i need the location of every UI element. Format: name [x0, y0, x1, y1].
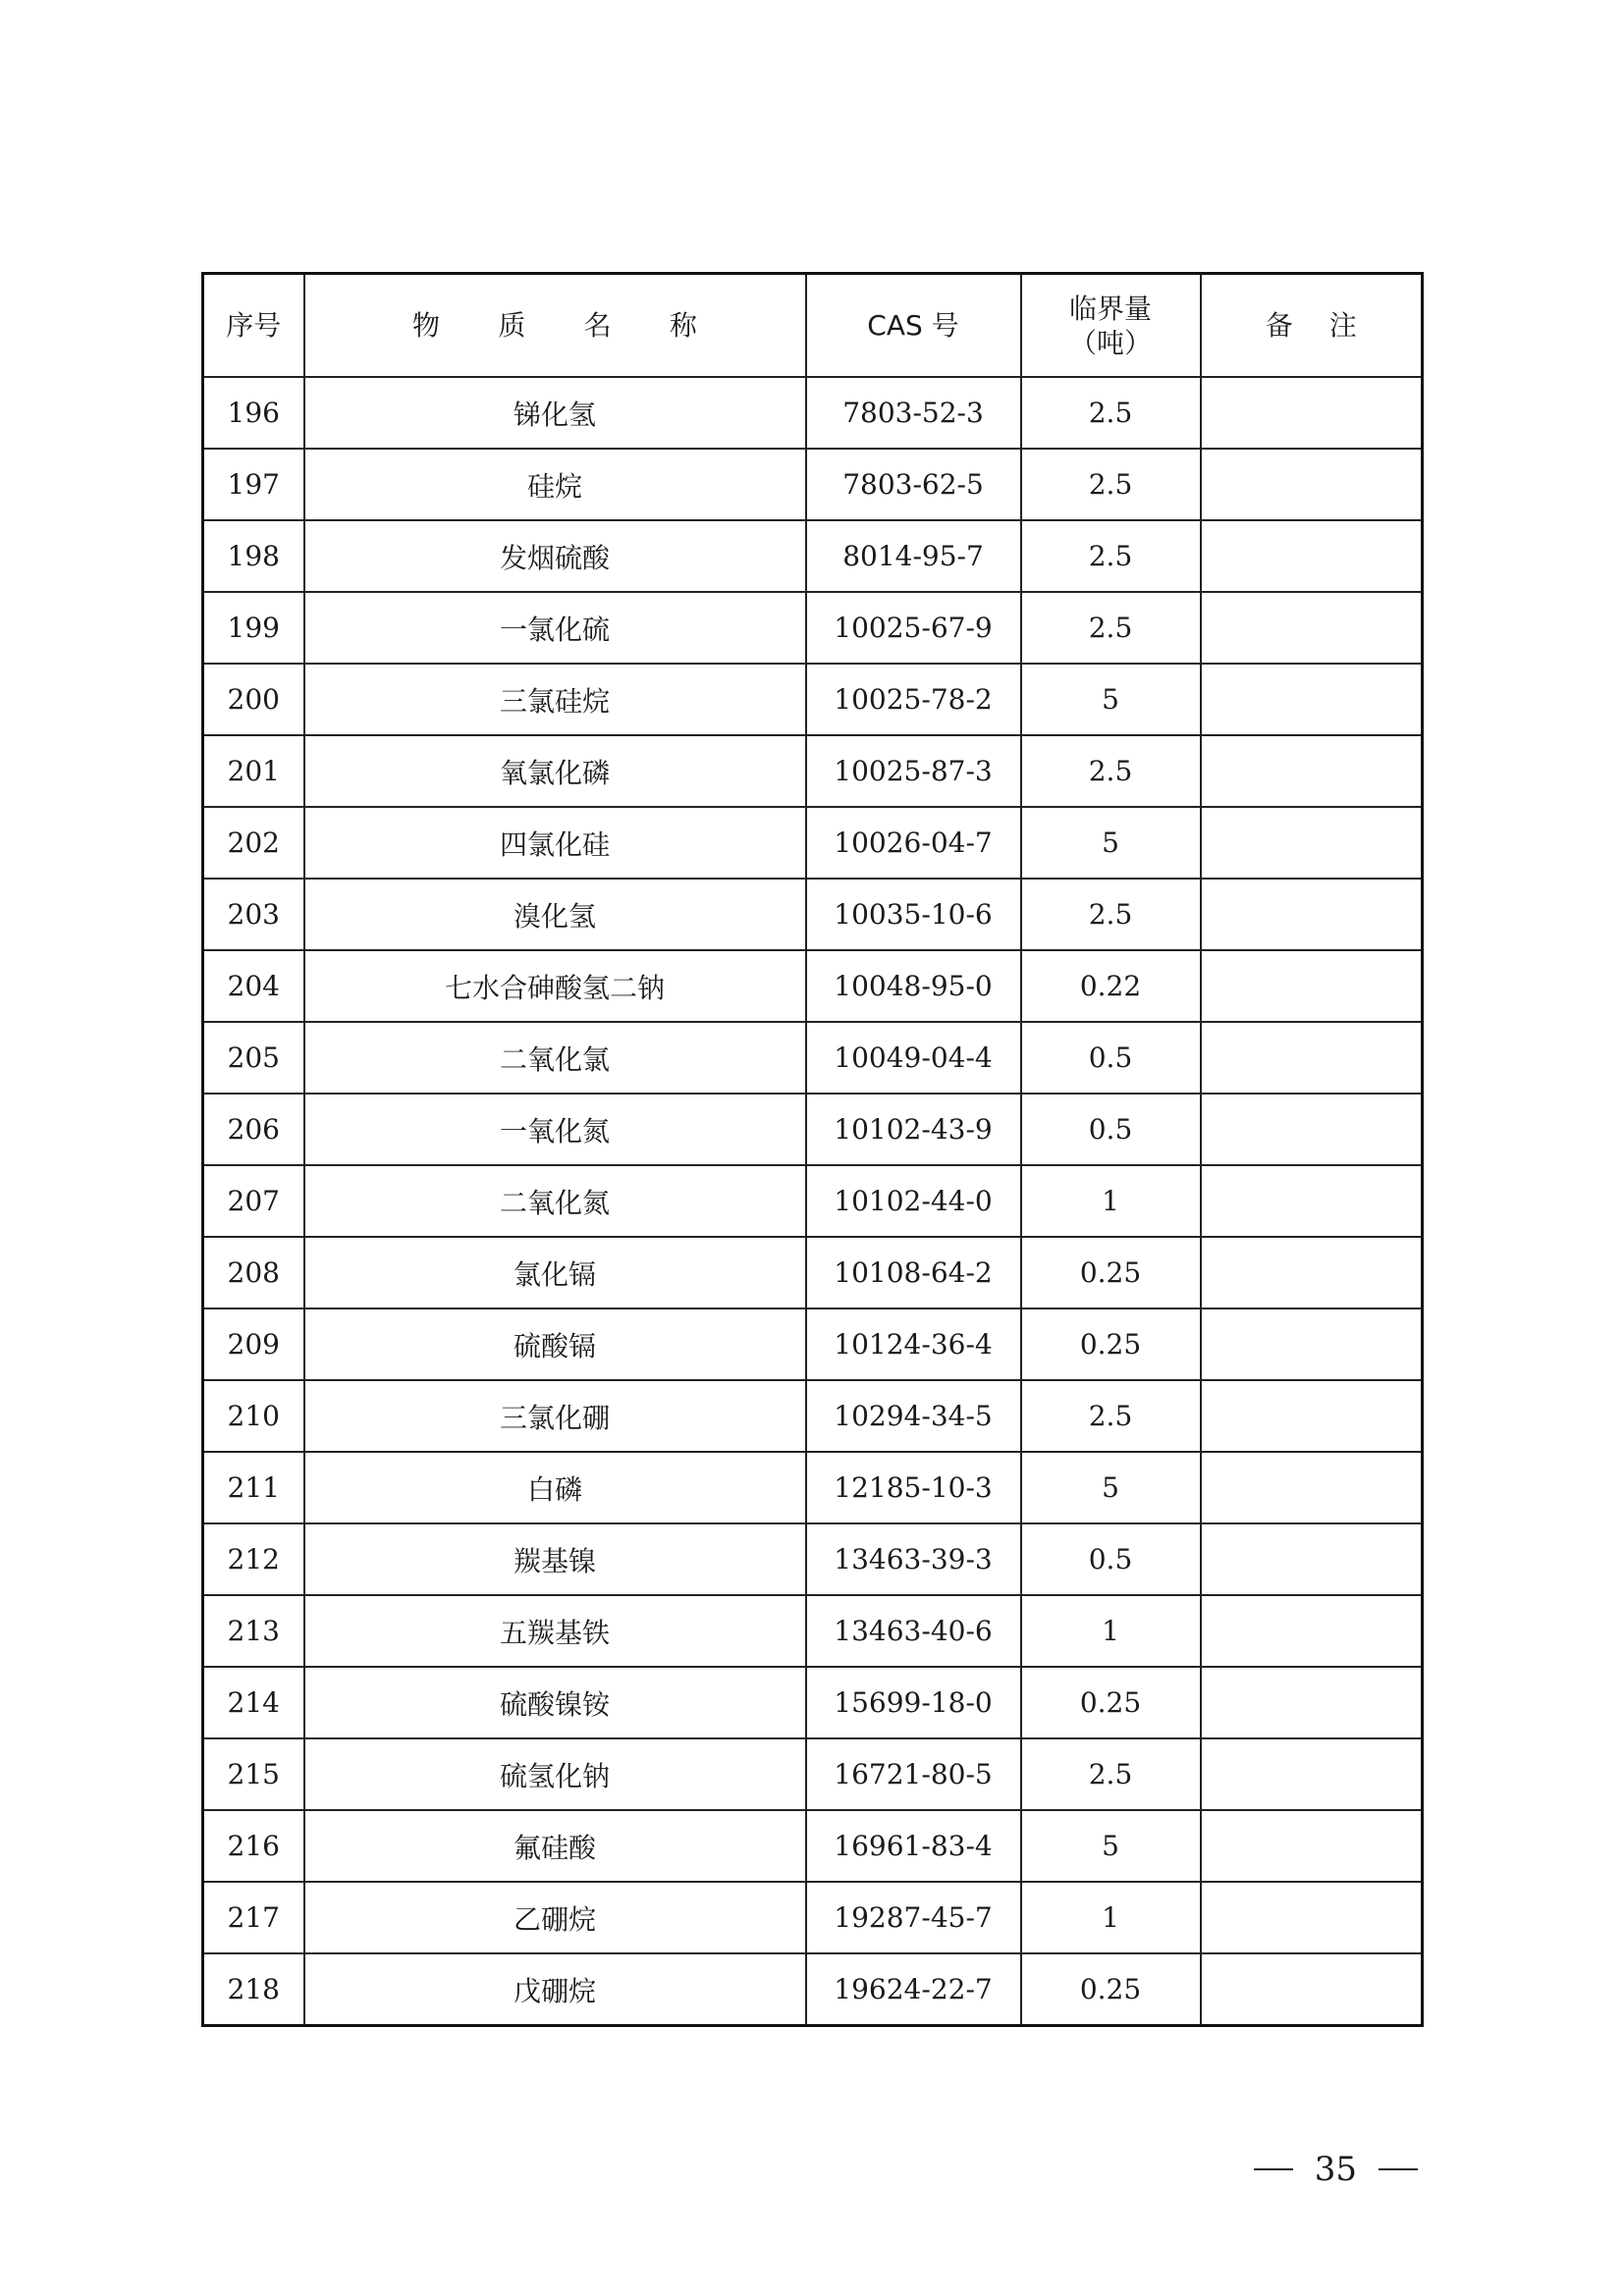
cell-substance-name: 二氧化氮 [304, 1165, 806, 1237]
cell-index: 211 [203, 1452, 304, 1523]
cell-index: 201 [203, 735, 304, 807]
cell-threshold: 0.25 [1021, 1953, 1201, 2026]
cell-threshold: 2.5 [1021, 1738, 1201, 1810]
cell-threshold: 2.5 [1021, 377, 1201, 449]
cell-cas-number: 10025-78-2 [806, 664, 1021, 735]
table-row [203, 879, 1423, 950]
cell-cas-number: 10108-64-2 [806, 1237, 1021, 1308]
cell-remark [1201, 664, 1423, 735]
cell-cas-number: 10294-34-5 [806, 1380, 1021, 1452]
cell-threshold: 2.5 [1021, 735, 1201, 807]
table-row [203, 1595, 1423, 1667]
footer-dash-left [1254, 2168, 1293, 2170]
table-row [203, 1667, 1423, 1738]
page-footer [1254, 2150, 1418, 2189]
cell-index: 197 [203, 449, 304, 520]
cell-cas-number: 7803-52-3 [806, 377, 1021, 449]
cell-remark [1201, 1953, 1423, 2026]
table-row [203, 592, 1423, 664]
cell-threshold: 1 [1021, 1595, 1201, 1667]
table-row [203, 1022, 1423, 1094]
cell-threshold: 1 [1021, 1165, 1201, 1237]
table-row [203, 449, 1423, 520]
cell-substance-name: 乙硼烷 [304, 1882, 806, 1953]
header-substance-name: 物 质 名 称 [304, 274, 806, 378]
cell-cas-number: 10049-04-4 [806, 1022, 1021, 1094]
cell-index: 217 [203, 1882, 304, 1953]
cell-remark [1201, 1452, 1423, 1523]
cell-substance-name: 锑化氢 [304, 377, 806, 449]
cell-threshold: 2.5 [1021, 520, 1201, 592]
cell-cas-number: 19287-45-7 [806, 1882, 1021, 1953]
cell-cas-number: 10102-43-9 [806, 1094, 1021, 1165]
cell-index: 214 [203, 1667, 304, 1738]
cell-index: 215 [203, 1738, 304, 1810]
header-remark: 备 注 [1201, 274, 1423, 378]
cell-threshold: 2.5 [1021, 1380, 1201, 1452]
cell-cas-number: 12185-10-3 [806, 1452, 1021, 1523]
cell-substance-name: 溴化氢 [304, 879, 806, 950]
cell-cas-number: 7803-62-5 [806, 449, 1021, 520]
hazard-table-container [201, 272, 1424, 2027]
cell-index: 210 [203, 1380, 304, 1452]
cell-remark [1201, 1094, 1423, 1165]
cell-remark [1201, 1810, 1423, 1882]
cell-cas-number: 16721-80-5 [806, 1738, 1021, 1810]
footer-dash-right [1379, 2168, 1418, 2170]
cell-threshold: 1 [1021, 1882, 1201, 1953]
cell-cas-number: 10035-10-6 [806, 879, 1021, 950]
cell-remark [1201, 1165, 1423, 1237]
cell-threshold: 0.25 [1021, 1308, 1201, 1380]
cell-threshold: 0.25 [1021, 1237, 1201, 1308]
cell-substance-name: 硫酸镉 [304, 1308, 806, 1380]
cell-index: 216 [203, 1810, 304, 1882]
cell-index: 218 [203, 1953, 304, 2026]
cell-cas-number: 15699-18-0 [806, 1667, 1021, 1738]
cell-cas-number: 8014-95-7 [806, 520, 1021, 592]
cell-threshold: 0.5 [1021, 1022, 1201, 1094]
cell-index: 212 [203, 1523, 304, 1595]
cell-threshold: 5 [1021, 1810, 1201, 1882]
cell-threshold: 0.5 [1021, 1094, 1201, 1165]
cell-remark [1201, 1237, 1423, 1308]
header-threshold [1021, 274, 1201, 378]
cell-substance-name: 五羰基铁 [304, 1595, 806, 1667]
table-row [203, 1094, 1423, 1165]
cell-cas-number: 10025-87-3 [806, 735, 1021, 807]
cell-remark [1201, 1882, 1423, 1953]
cell-cas-number: 13463-39-3 [806, 1523, 1021, 1595]
table-header-row [203, 274, 1423, 378]
table-row [203, 807, 1423, 879]
cell-index: 199 [203, 592, 304, 664]
cell-threshold: 2.5 [1021, 592, 1201, 664]
table-row [203, 1165, 1423, 1237]
table-row [203, 950, 1423, 1022]
cell-index: 208 [203, 1237, 304, 1308]
cell-threshold: 2.5 [1021, 449, 1201, 520]
cell-substance-name: 四氯化硅 [304, 807, 806, 879]
cell-remark [1201, 879, 1423, 950]
header-threshold-unit: （吨） [1068, 326, 1152, 359]
table-row [203, 377, 1423, 449]
cell-threshold: 2.5 [1021, 879, 1201, 950]
table-row [203, 1882, 1423, 1953]
cell-index: 196 [203, 377, 304, 449]
cell-substance-name: 一氧化氮 [304, 1094, 806, 1165]
cell-threshold: 5 [1021, 664, 1201, 735]
table-body [203, 377, 1423, 2026]
cell-index: 202 [203, 807, 304, 879]
cell-remark [1201, 950, 1423, 1022]
cell-index: 206 [203, 1094, 304, 1165]
table-row [203, 1738, 1423, 1810]
cell-index: 198 [203, 520, 304, 592]
cell-index: 213 [203, 1595, 304, 1667]
cell-substance-name: 一氯化硫 [304, 592, 806, 664]
cell-index: 209 [203, 1308, 304, 1380]
cell-substance-name: 氧氯化磷 [304, 735, 806, 807]
header-cas-number: CAS 号 [806, 274, 1021, 378]
hazardous-substances-table [201, 272, 1424, 2027]
table-row [203, 1953, 1423, 2026]
cell-remark [1201, 1022, 1423, 1094]
cell-threshold: 5 [1021, 807, 1201, 879]
table-row [203, 1810, 1423, 1882]
cell-substance-name: 七水合砷酸氢二钠 [304, 950, 806, 1022]
cell-remark [1201, 807, 1423, 879]
cell-remark [1201, 377, 1423, 449]
cell-substance-name: 二氧化氯 [304, 1022, 806, 1094]
cell-substance-name: 发烟硫酸 [304, 520, 806, 592]
cell-remark [1201, 1667, 1423, 1738]
header-threshold-label: 临界量 [1068, 292, 1152, 325]
cell-threshold: 0.5 [1021, 1523, 1201, 1595]
table-row [203, 664, 1423, 735]
cell-cas-number: 19624-22-7 [806, 1953, 1021, 2026]
cell-remark [1201, 1308, 1423, 1380]
table-row [203, 735, 1423, 807]
cell-remark [1201, 592, 1423, 664]
cell-substance-name: 硫酸镍铵 [304, 1667, 806, 1738]
cell-index: 204 [203, 950, 304, 1022]
cell-substance-name: 戊硼烷 [304, 1953, 806, 2026]
table-row [203, 1452, 1423, 1523]
cell-substance-name: 三氯硅烷 [304, 664, 806, 735]
cell-cas-number: 10025-67-9 [806, 592, 1021, 664]
cell-cas-number: 10102-44-0 [806, 1165, 1021, 1237]
table-row [203, 1308, 1423, 1380]
cell-substance-name: 氯化镉 [304, 1237, 806, 1308]
cell-substance-name: 硅烷 [304, 449, 806, 520]
cell-substance-name: 羰基镍 [304, 1523, 806, 1595]
cell-substance-name: 三氯化硼 [304, 1380, 806, 1452]
cell-cas-number: 16961-83-4 [806, 1810, 1021, 1882]
cell-index: 200 [203, 664, 304, 735]
cell-threshold: 0.22 [1021, 950, 1201, 1022]
cell-cas-number: 13463-40-6 [806, 1595, 1021, 1667]
cell-remark [1201, 449, 1423, 520]
cell-index: 207 [203, 1165, 304, 1237]
cell-remark [1201, 520, 1423, 592]
cell-cas-number: 10048-95-0 [806, 950, 1021, 1022]
cell-remark [1201, 1738, 1423, 1810]
cell-substance-name: 硫氢化钠 [304, 1738, 806, 1810]
table-row [203, 1380, 1423, 1452]
cell-remark [1201, 1595, 1423, 1667]
page-number: 35 [1314, 2150, 1357, 2189]
cell-index: 205 [203, 1022, 304, 1094]
cell-substance-name: 白磷 [304, 1452, 806, 1523]
cell-cas-number: 10026-04-7 [806, 807, 1021, 879]
header-index: 序号 [203, 274, 304, 378]
cell-cas-number: 10124-36-4 [806, 1308, 1021, 1380]
cell-substance-name: 氟硅酸 [304, 1810, 806, 1882]
table-row [203, 520, 1423, 592]
cell-remark [1201, 1523, 1423, 1595]
cell-threshold: 5 [1021, 1452, 1201, 1523]
cell-remark [1201, 1380, 1423, 1452]
table-row [203, 1523, 1423, 1595]
cell-remark [1201, 735, 1423, 807]
cell-index: 203 [203, 879, 304, 950]
table-row [203, 1237, 1423, 1308]
cell-threshold: 0.25 [1021, 1667, 1201, 1738]
